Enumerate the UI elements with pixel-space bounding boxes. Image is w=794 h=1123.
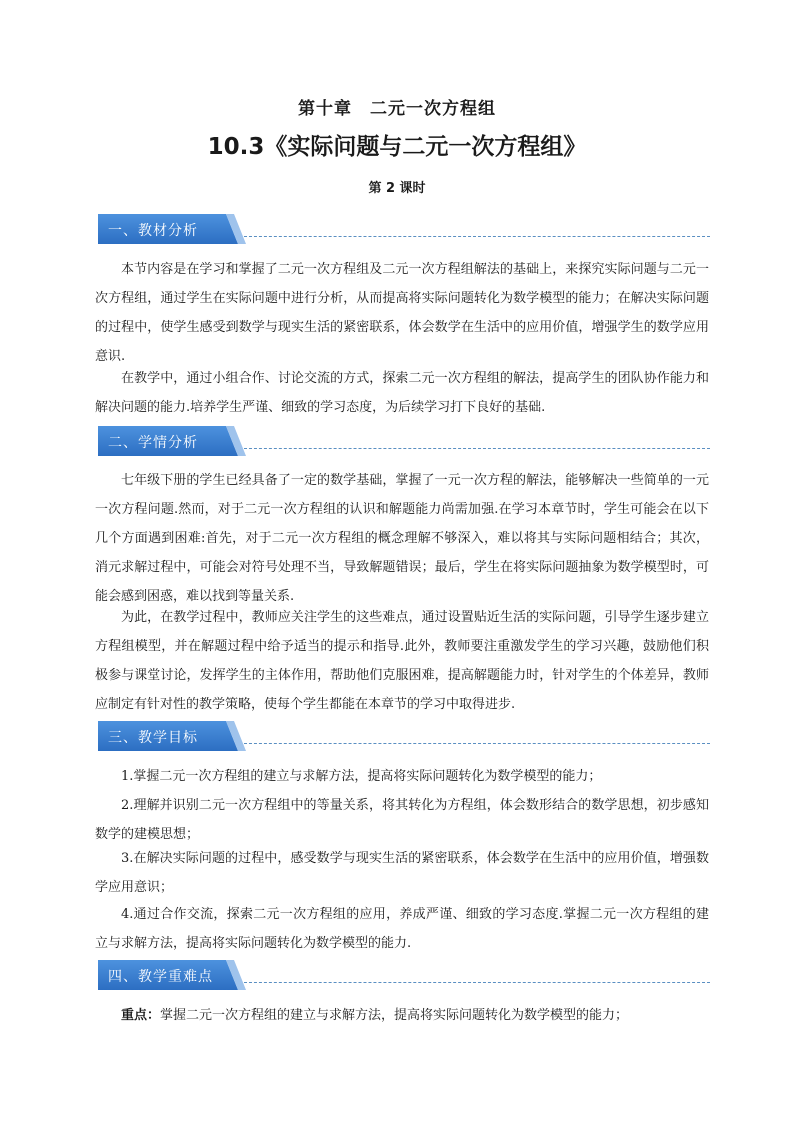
lesson-title: 10.3《实际问题与二元一次方程组》 [207, 134, 587, 160]
section-header-learner-analysis [98, 426, 710, 456]
key-point-text: 掌握二元一次方程组的建立与求解方法，提高将实际问题转化为数学模型的能力； [160, 1008, 629, 1023]
key-point [95, 1001, 709, 1030]
paragraph: 七年级下册的学生已经具备了一定的数学基础，掌握了一元一次方程的解法，能够解决一些简单的一元一次方程问题.然而，对于二元一次方程组的认识和解题能力尚需加强.在学习本章节时，学生可能会在以下几个方面遇到困难:首先，对于二元一次方程组的概念理解不够深入，难以将其与实际问题相结合；其次，消元求解过程中，可能会对符号处理不当，导致解题错误；最后，学生在将实际问题抽象为数学模型时，可能会感到困惑，难以找到等量关系. [95, 473, 709, 604]
goal-item: 3.在解决实际问题的过程中，感受数学与现实生活的紧密联系，体会数学在生活中的应用价值，增强数学应用意识； [95, 851, 709, 895]
goal-item: 2.理解并识别二元一次方程组中的等量关系，将其转化为方程组，体会数形结合的数学思想，初步感知数学的建模思想； [95, 798, 709, 842]
section-header-teaching-goals [98, 721, 710, 751]
paragraph: 在教学中，通过小组合作、讨论交流的方式，探索二元一次方程组的解法，提高学生的团队协作能力和解决问题的能力.培养学生严谨、细致的学习态度，为后续学习打下良好的基础. [95, 371, 709, 415]
lesson-period: 第 2 课时 [368, 181, 426, 196]
section-divider [244, 448, 710, 449]
goal-item: 4.通过合作交流，探索二元一次方程组的应用，养成严谨、细致的学习态度.掌握二元一次方程组的建立与求解方法，提高将实际问题转化为数学模型的能力. [95, 907, 709, 951]
chapter-heading: 第十章 二元一次方程组 [298, 99, 496, 119]
paragraph: 本节内容是在学习和掌握了二元一次方程组及二元一次方程组解法的基础上，来探究实际问题与二元一次方程组，通过学生在实际问题中进行分析，从而提高将实际问题转化为数学模型的能力；在解决实际问题的过程中，使学生感受到数学与现实生活的紧密联系，体会数学在生活中的应用价值，增强学生的数学应用意识. [95, 262, 709, 364]
section-header-textbook-analysis [98, 214, 710, 244]
goal-item: 1.掌握二元一次方程组的建立与求解方法，提高将实际问题转化为数学模型的能力； [121, 769, 602, 784]
section-tab [98, 214, 246, 244]
section-title: 二、学情分析 [108, 435, 198, 451]
section-tab [98, 426, 246, 456]
section-divider [244, 982, 710, 983]
section-title: 一、教材分析 [108, 223, 198, 239]
section-title: 三、教学目标 [108, 730, 198, 746]
section-title: 四、教学重难点 [108, 969, 213, 985]
section-tab [98, 721, 246, 751]
section-header-key-difficulties [98, 960, 710, 990]
key-point-label: 重点： [121, 1008, 161, 1023]
paragraph: 为此，在教学过程中，教师应关注学生的这些难点，通过设置贴近生活的实际问题，引导学生逐步建立方程组模型，并在解题过程中给予适当的提示和指导.此外，教师要注重激发学生的学习兴趣，鼓励他们积极参与课堂讨论，发挥学生的主体作用，帮助他们克服困难，提高解题能力时，针对学生的个体差异，教师应制定有针对性的教学策略，使每个学生都能在本章节的学习中取得进步. [95, 610, 709, 712]
section-tab [98, 960, 246, 990]
section-divider [244, 743, 710, 744]
section-divider [244, 236, 710, 237]
